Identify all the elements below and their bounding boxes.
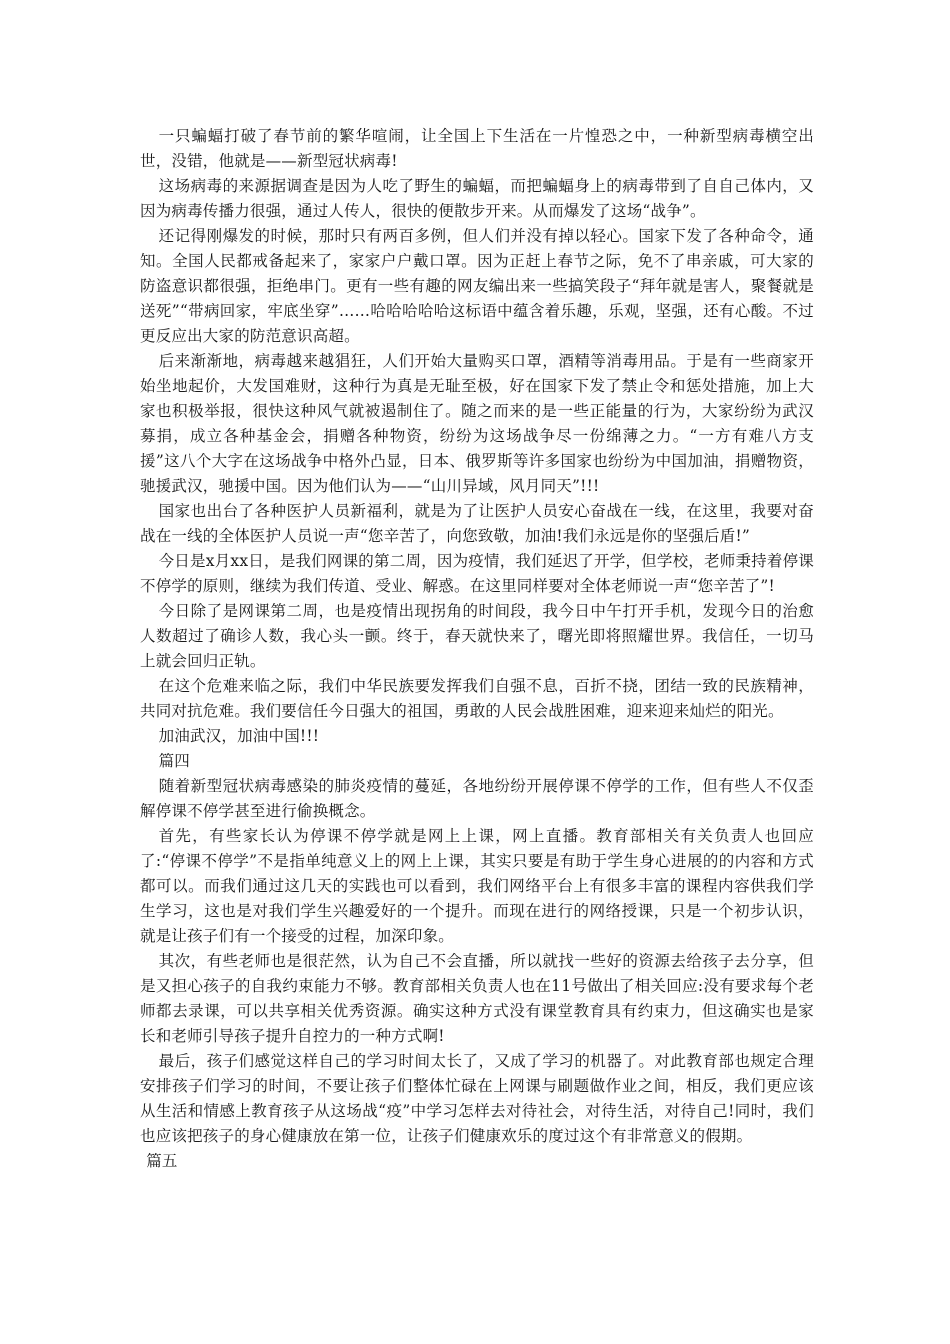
paragraph: 首先，有些家长认为停课不停学就是网上上课，网上直播。教育部相关有关负责人也回应了:“停课不停学”不是指单纯意义上的网上上课，其实只要是有助于学生身心进展的的内容和方式都可以。而我们通过这几天的实践也可以看到，我们网络平台上有很多丰富的课程内容供我们学生学习，这也是对我们学生兴趣爱好的一个提升。而现在进行的网络授课，只是一个初步认识，就是让孩子们有一个接受的过程，加深印象。	[140, 827, 814, 945]
document-body	[140, 124, 814, 1174]
section-heading-4: 篇四	[158, 752, 190, 770]
paragraph: 加油武汉，加油中国!!!	[158, 727, 320, 745]
paragraph: 今日除了是网课第二周，也是疫情出现拐角的时间段，我今日中午打开手机，发现今日的治愈人数超过了确诊人数，我心头一颤。终于，春天就快来了，曙光即将照耀世界。我信任，一切马上就会回归正轨。	[140, 602, 814, 670]
paragraph: 今日是x月xx日，是我们网课的第二周，因为疫情，我们延迟了开学，但学校，老师秉持着停课不停学的原则，继续为我们传道、受业、解惑。在这里同样要对全体老师说一声“您辛苦了”!	[140, 552, 814, 595]
paragraph: 一只蝙蝠打破了春节前的繁华喧闹，让全国上下生活在一片惶恐之中，一种新型病毒横空出世，没错，他就是——新型冠状病毒!	[140, 127, 814, 170]
paragraph: 最后，孩子们感觉这样自己的学习时间太长了，又成了学习的机器了。对此教育部也规定合理安排孩子们学习的时间，不要让孩子们整体忙碌在上网课与刷题做作业之间，相反，我们更应该从生活和情感上教育孩子从这场战“疫”中学习怎样去对待社会，对待生活，对待自己!同时，我们也应该把孩子的身心健康放在第一位，让孩子们健康欢乐的度过这个有非常意义的假期。	[140, 1052, 814, 1145]
paragraph: 随着新型冠状病毒感染的肺炎疫情的蔓延，各地纷纷开展停课不停学的工作，但有些人不仅歪解停课不停学甚至进行偷换概念。	[140, 777, 814, 820]
paragraph: 还记得刚爆发的时候，那时只有两百多例，但人们并没有掉以轻心。国家下发了各种命令，通知。全国人民都戒备起来了，家家户户戴口罩。因为正赶上春节之际，免不了串亲戚，可大家的防盗意识都很强，拒绝串门。更有一些有趣的网友编出来一些搞笑段子“拜年就是害人，聚餐就是送死”“带病回家，牢底坐穿”……哈哈哈哈哈这标语中蕴含着乐趣，乐观，坚强，还有心酸。不过更反应出大家的防范意识高超。	[140, 227, 814, 345]
paragraph: 国家也出台了各种医护人员新福利，就是为了让医护人员安心奋战在一线，在这里，我要对奋战在一线的全体医护人员说一声“您辛苦了，向您致敬，加油!我们永远是你的坚强后盾!”	[140, 502, 814, 545]
paragraph: 后来渐渐地，病毒越来越猖狂，人们开始大量购买口罩，酒精等消毒用品。于是有一些商家开始坐地起价，大发国难财，这种行为真是无耻至极，好在国家下发了禁止令和惩处措施，加上大家也积极举报，很快这种风气就被遏制住了。随之而来的是一些正能量的行为，大家纷纷为武汉募捐，成立各种基金会，捐赠各种物资，纷纷为这场战争尽一份绵薄之力。“一方有难八方支援”这八个大字在这场战争中格外凸显，日本、俄罗斯等许多国家也纷纷为中国加油，捐赠物资，驰援武汉，驰援中国。因为他们认为——“山川异域，风月同天”!!!	[140, 352, 814, 495]
paragraph: 这场病毒的来源据调查是因为人吃了野生的蝙蝠，而把蝙蝠身上的病毒带到了自自己体内，又因为病毒传播力很强，通过人传人，很快的便散步开来。从而爆发了这场“战争”。	[140, 177, 814, 220]
paragraph: 其次，有些老师也是很茫然，认为自己不会直播，所以就找一些好的资源去给孩子去分享，但是又担心孩子的自我约束能力不够。教育部相关负责人也在11号做出了相关回应:没有要求每个老师都去录课，可以共享相关优秀资源。确实这种方式没有课堂教育具有约束力，但这确实也是家长和老师引导孩子提升自控力的一种方式啊!	[140, 952, 814, 1045]
section-heading-5: 篇五	[146, 1152, 178, 1170]
paragraph: 在这个危难来临之际，我们中华民族要发挥我们自强不息，百折不挠，团结一致的民族精神，共同对抗危难。我们要信任今日强大的祖国，勇敢的人民会战胜困难，迎来迎来灿烂的阳光。	[140, 677, 814, 720]
